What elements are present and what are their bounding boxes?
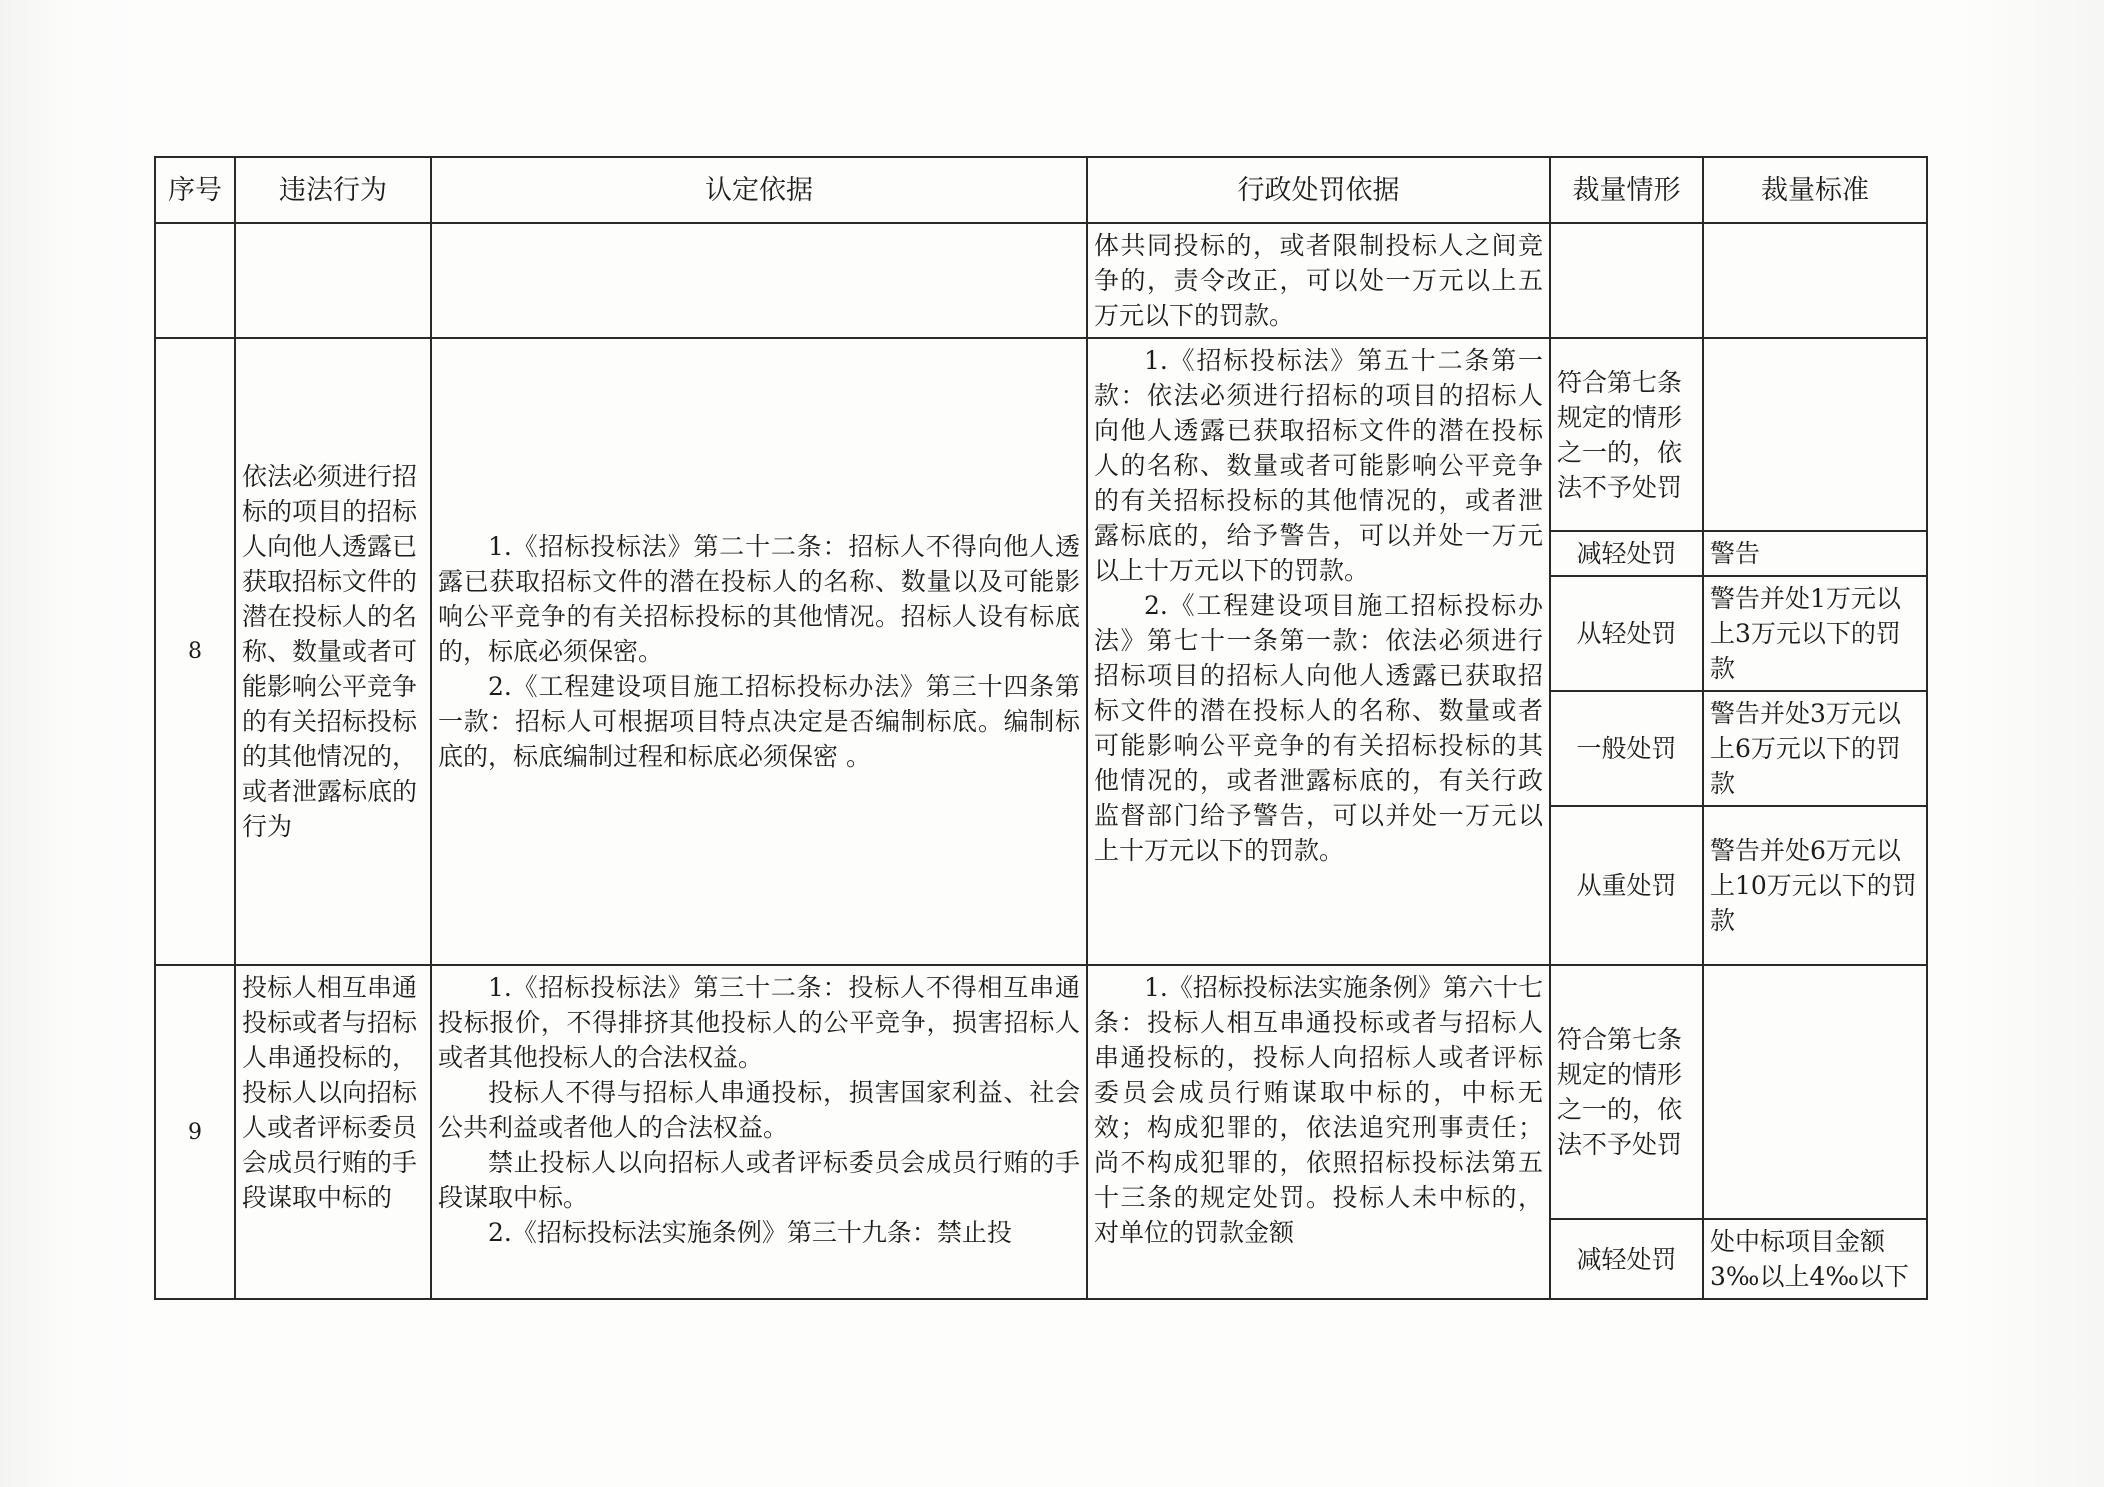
cont-violation-cell: [235, 223, 431, 338]
penalty-discretion-table: [154, 156, 1928, 1300]
row8-violation: 依法必须进行招标的项目的招标人向他人透露已获取招标文件的潜在投标人的名称、数量或者可能影响公平竞争的有关招标投标的其他情况的，或者泄露标底的行为: [235, 338, 431, 965]
cont-ident-cell: [431, 223, 1087, 338]
row8-identification-basis: [431, 338, 1087, 965]
row8-standard-lenient: 警告并处1万元以上3万元以下的罚款: [1703, 576, 1927, 691]
row8-situation-mitigated: 减轻处罚: [1550, 531, 1703, 576]
header-serial-no: 序号: [155, 157, 235, 223]
row9-violation: 投标人相互串通投标或者与招标人串通投标的，投标人以向招标人或者评标委员会成员行贿的手段谋取中标的: [235, 965, 431, 1299]
table-row-9: [155, 965, 1927, 1219]
row9-ident-para-4: 2.《招标投标法实施条例》第三十九条：禁止投: [488, 1218, 1012, 1247]
table-header-row: [155, 157, 1927, 223]
row8-situation-severe: 从重处罚: [1550, 806, 1703, 965]
row9-situation-exempt: 符合第七条规定的情形之一的，依法不予处罚: [1550, 965, 1703, 1219]
row9-ident-para-1: 1.《招标投标法》第三十二条：投标人不得相互串通投标报价，不得排挤其他投标人的公平竞争，损害招标人或者其他投标人的合法权益。: [438, 973, 1080, 1072]
row8-ident-para-2: 2.《工程建设项目施工招标投标办法》第三十四条第一款：招标人可根据项目特点决定是否编制标底。编制标底的，标底编制过程和标底必须保密 。: [438, 672, 1080, 771]
row8-situation-general: 一般处罚: [1550, 691, 1703, 806]
row9-penalty-para-1: 1.《招标投标法实施条例》第六十七条：投标人相互串通投标或者与招标人串通投标的，投标人向招标人或者评标委员会成员行贿谋取中标的，中标无效；构成犯罪的，依法追究刑事责任；尚不构成犯罪的，依照招标投标法第五十三条的规定处罚。投标人未中标的，对单位的罚款金额: [1094, 973, 1543, 1247]
cont-standard-cell: [1703, 223, 1927, 338]
cont-serial-cell: [155, 223, 235, 338]
row9-ident-para-3: 禁止投标人以向招标人或者评标委员会成员行贿的手段谋取中标。: [438, 1148, 1080, 1212]
cont-penalty-text: 体共同投标的，或者限制投标人之间竞争的，责令改正，可以处一万元以上五万元以下的罚款。: [1094, 231, 1543, 330]
header-discretion-situation: 裁量情形: [1550, 157, 1703, 223]
cont-penalty-cell: [1087, 223, 1550, 338]
header-identification-basis: 认定依据: [431, 157, 1087, 223]
row8-standard-mitigated: 警告: [1703, 531, 1927, 576]
cont-situation-cell: [1550, 223, 1703, 338]
header-violation: 违法行为: [235, 157, 431, 223]
row9-standard-mitigated: 处中标项目金额3‰以上4‰以下: [1703, 1219, 1927, 1299]
row8-standard-exempt: [1703, 338, 1927, 531]
row8-serial: 8: [155, 338, 235, 965]
row8-standard-severe: 警告并处6万元以上10万元以下的罚款: [1703, 806, 1927, 965]
row9-situation-mitigated: 减轻处罚: [1550, 1219, 1703, 1299]
header-discretion-standard: 裁量标准: [1703, 157, 1927, 223]
row8-situation-lenient: 从轻处罚: [1550, 576, 1703, 691]
row8-penalty-para-1: 1.《招标投标法》第五十二条第一款：依法必须进行招标的项目的招标人向他人透露已获取招标文件的潜在投标人的名称、数量或者可能影响公平竞争的有关招标投标的其他情况的，或者泄露标底的，给予警告，可以并处一万元以上十万元以下的罚款。: [1094, 346, 1543, 585]
row8-ident-para-1: 1.《招标投标法》第二十二条：招标人不得向他人透露已获取招标文件的潜在投标人的名称、数量以及可能影响公平竞争的有关招标投标的其他情况。招标人设有标底的，标底必须保密。: [438, 532, 1080, 666]
row9-penalty-basis: [1087, 965, 1550, 1299]
row9-ident-para-2: 投标人不得与招标人串通投标，损害国家利益、社会公共利益或者他人的合法权益。: [438, 1078, 1080, 1142]
row8-penalty-basis: [1087, 338, 1550, 965]
header-penalty-basis: 行政处罚依据: [1087, 157, 1550, 223]
table-row-8: [155, 338, 1927, 531]
row8-standard-general: 警告并处3万元以上6万元以下的罚款: [1703, 691, 1927, 806]
row8-penalty-para-2: 2.《工程建设项目施工招标投标办法》第七十一条第一款：依法必须进行招标项目的招标人向他人透露已获取招标文件的潜在投标人的名称、数量或者可能影响公平竞争的有关招标投标的其他情况的，或者泄露标底的，有关行政监督部门给予警告，可以并处一万元以上十万元以下的罚款。: [1094, 591, 1543, 865]
row9-standard-exempt: [1703, 965, 1927, 1219]
row8-situation-exempt: 符合第七条规定的情形之一的，依法不予处罚: [1550, 338, 1703, 531]
row9-serial: 9: [155, 965, 235, 1299]
table-row: [155, 223, 1927, 338]
row9-identification-basis: [431, 965, 1087, 1299]
